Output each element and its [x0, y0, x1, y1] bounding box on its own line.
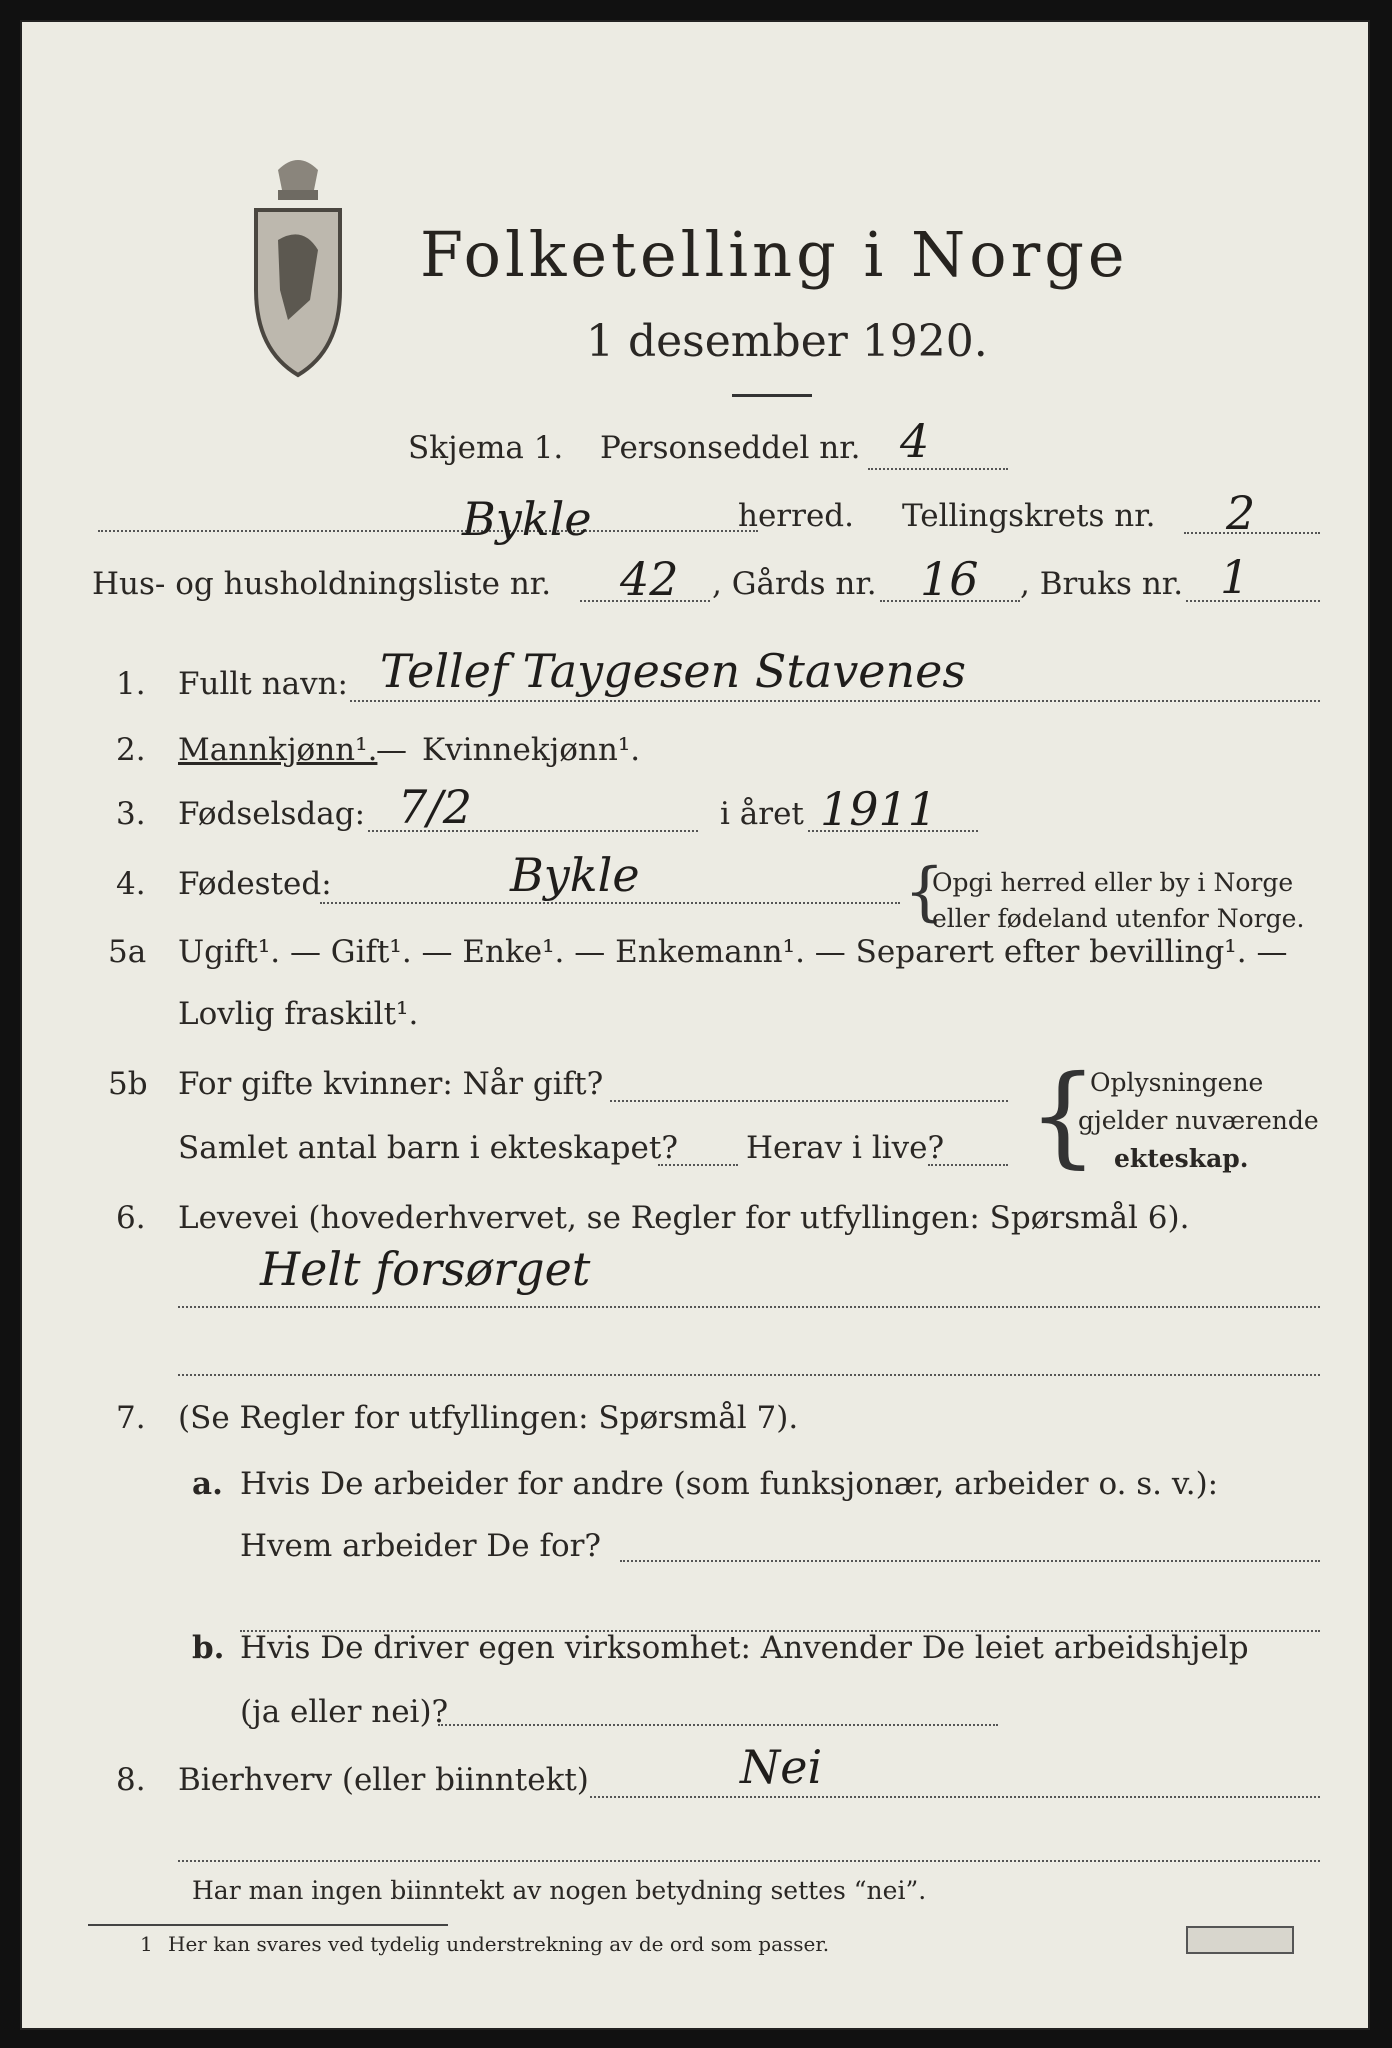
q1-label: Fullt navn:	[178, 666, 348, 702]
q2-male: Mannkjønn¹.	[178, 732, 378, 768]
herred-label: herred.	[738, 498, 854, 534]
q7b-line-1: Hvis De driver egen virksomhet: Anvender De leiet arbeidshjelp	[240, 1630, 1249, 1666]
q4-note-1: Opgi herred eller by i Norge	[932, 868, 1294, 897]
q4-line	[320, 902, 900, 904]
q7b-letter: b.	[192, 1630, 225, 1666]
printer-stamp	[1186, 1926, 1294, 1954]
q3-value: 7/2	[398, 780, 473, 834]
q7-number: 7.	[116, 1400, 146, 1436]
gards-label: , Gårds nr.	[712, 566, 877, 602]
coat-of-arms-icon	[248, 150, 348, 380]
q8-number: 8.	[116, 1762, 146, 1798]
bruks-line	[1186, 600, 1320, 602]
q6-label: Levevei (hovederhvervet, se Regler for utfyllingen: Spørsmål 6).	[178, 1200, 1190, 1236]
q3-year-value: 1911	[820, 782, 938, 836]
skjema-label: Skjema 1.	[408, 430, 564, 466]
q4-number: 4.	[116, 866, 146, 902]
q2-number: 2.	[116, 732, 146, 768]
q5a-line-2: Lovlig fraskilt¹.	[178, 996, 419, 1032]
q8-extra-line	[178, 1860, 1320, 1862]
q2-separator: —	[376, 732, 407, 768]
form-date: 1 desember 1920.	[586, 316, 988, 367]
q8-value: Nei	[740, 1740, 823, 1794]
q1-value: Tellef Taygesen Stavenes	[380, 644, 966, 698]
bruks-label: , Bruks nr.	[1020, 566, 1184, 602]
form-title: Folketelling i Norge	[420, 218, 1129, 291]
q4-note-2: eller fødeland utenfor Norge.	[932, 904, 1305, 933]
q7b-line-2: (ja eller nei)?	[240, 1694, 449, 1730]
footnote-number: 1	[140, 1932, 153, 1956]
q8-label: Bierhverv (eller biinntekt)	[178, 1762, 589, 1798]
q5b-label-3: Herav i live?	[746, 1130, 945, 1166]
q8-line	[590, 1796, 1320, 1798]
footnote-text: Her kan svares ved tydelig understrekning av de ord som passer.	[168, 1932, 830, 1956]
bottom-note: Har man ingen biinntekt av nogen betydning settes “nei”.	[192, 1876, 927, 1905]
q4-label: Fødested:	[178, 866, 332, 902]
q6-line-2	[178, 1374, 1320, 1376]
personseddel-value: 4	[900, 414, 930, 468]
q5b-label-1: For gifte kvinner: Når gift?	[178, 1066, 604, 1102]
q3-year-label: i året	[720, 796, 804, 832]
q5b-note-2: gjelder nuværende	[1078, 1106, 1319, 1135]
q5b-note-3: ekteskap.	[1114, 1144, 1249, 1173]
bruks-value: 1	[1220, 550, 1250, 604]
q4-value: Bykle	[510, 848, 640, 902]
q5b-label-2: Samlet antal barn i ekteskapet?	[178, 1130, 678, 1166]
footnote-rule	[88, 1924, 448, 1926]
gards-value: 16	[920, 552, 979, 606]
hus-label: Hus- og husholdningsliste nr.	[92, 566, 552, 602]
q5a-number: 5a	[108, 934, 147, 970]
tellingskrets-label: Tellingskrets nr.	[902, 498, 1156, 534]
hus-value: 42	[620, 552, 679, 606]
q6-value: Helt forsørget	[260, 1242, 591, 1296]
q6-line-1	[178, 1306, 1320, 1308]
q2-female: Kvinnekjønn¹.	[422, 732, 641, 768]
q4-brace: {	[904, 855, 945, 929]
census-form-sheet	[20, 20, 1370, 2030]
q7a-line	[620, 1560, 1320, 1562]
tellingskrets-value: 2	[1226, 486, 1256, 540]
q1-line	[350, 700, 1320, 702]
q7b-line	[438, 1724, 998, 1726]
q7a-line-2: Hvem arbeider De for?	[240, 1528, 602, 1564]
q1-number: 1.	[116, 666, 146, 702]
herred-line	[98, 530, 758, 532]
q7a-letter: a.	[192, 1466, 223, 1502]
title-divider	[732, 394, 812, 397]
q7a-line-1: Hvis De arbeider for andre (som funksjonær, arbeider o. s. v.):	[240, 1466, 1219, 1502]
q6-number: 6.	[116, 1200, 146, 1236]
q5b-married-line	[610, 1100, 1008, 1102]
q5b-alive-line	[928, 1164, 1008, 1166]
q7-label: (Se Regler for utfyllingen: Spørsmål 7).	[178, 1400, 799, 1436]
personseddel-line	[868, 468, 1008, 470]
q5a-line-1: Ugift¹. — Gift¹. — Enke¹. — Enkemann¹. — Separert efter bevilling¹. —	[178, 934, 1288, 970]
personseddel-label: Personseddel nr.	[600, 430, 861, 466]
q5b-brace: {	[1028, 1051, 1098, 1179]
q5b-number: 5b	[108, 1066, 148, 1102]
q5b-children-line	[658, 1164, 738, 1166]
q3-number: 3.	[116, 796, 146, 832]
herred-value: Bykle	[462, 492, 592, 546]
q5b-note-1: Oplysningene	[1090, 1068, 1264, 1097]
q3-label: Fødselsdag:	[178, 796, 366, 832]
